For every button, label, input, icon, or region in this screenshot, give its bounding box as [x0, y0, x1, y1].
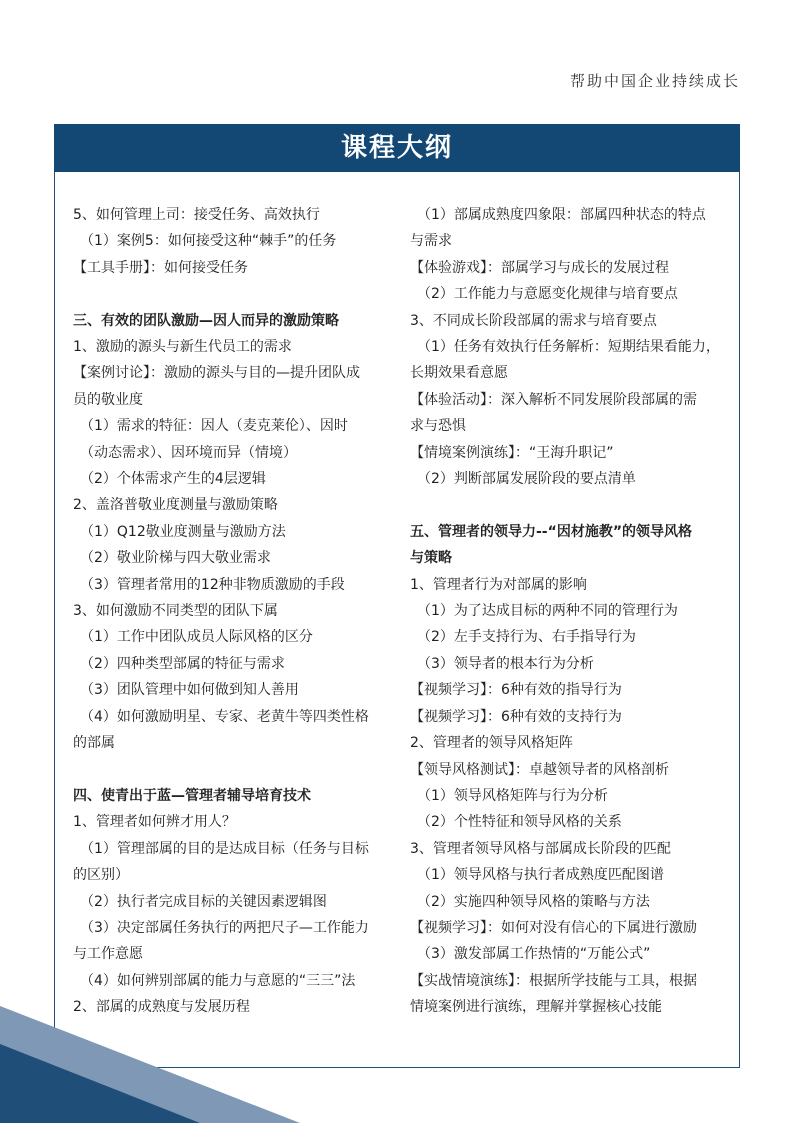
outline-line: [410, 492, 722, 518]
outline-line: （3）团队管理中如何做到知人善用: [80, 682, 299, 699]
outline-line: （3）领导者的根本行为分析: [417, 655, 594, 672]
outline-line: （1）需求的特征：因人（麦克莱伦）、因时: [80, 418, 348, 435]
outline-line: 员的敬业度: [73, 391, 143, 408]
outline-line: （1）管理部属的目的是达成目标（任务与目标: [80, 840, 369, 857]
outline-line: 与工作意愿: [73, 946, 143, 963]
outline-line: 五、管理者的领导力--“因材施教”的领导风格: [410, 523, 693, 540]
header-slogan: 帮助中国企业持续成长: [569, 72, 740, 90]
outline-line: 四、使青出于蓝—管理者辅导培育技术: [73, 787, 311, 804]
outline-line: [73, 281, 387, 307]
outline-line: 【情境案例演练】：“王海升职记”: [410, 444, 614, 461]
outline-line: （3）决定部属任务执行的两把尺子—工作能力: [80, 919, 369, 936]
outline-line: 【体验游戏】：部属学习与成长的发展过程: [410, 259, 669, 276]
outline-line: （4）如何激励明星、专家、老黄牛等四类性格: [80, 708, 369, 725]
outline-line: （3）激发部属工作热情的“万能公式”: [417, 946, 651, 963]
outline-line: （2）四种类型部属的特征与需求: [80, 655, 285, 672]
outline-line: [73, 757, 387, 783]
outline-line: 1、激励的源头与新生代员工的需求: [73, 339, 292, 356]
outline-line: 【工具手册】：如何接受任务: [73, 259, 248, 276]
outline-line: （1）领导风格与执行者成熟度匹配图谱: [417, 867, 664, 884]
outline-line: 与需求: [410, 233, 452, 250]
outline-right-column: [410, 202, 722, 1021]
outline-line: 1、管理者如何辨才用人？: [73, 814, 236, 831]
outline-line: （2）个性特征和领导风格的关系: [417, 814, 622, 831]
outline-line: （动态需求）、因环境而异（情境）: [80, 444, 297, 461]
outline-left-column: [73, 202, 387, 1021]
outline-line: 5、如何管理上司：接受任务、高效执行: [73, 207, 320, 223]
outline-line: （1）任务有效执行任务解析：短期结果看能力，: [417, 339, 720, 356]
outline-line: 与策略: [410, 550, 452, 567]
outline-line: 【领导风格测试】：卓越领导者的风格剖析: [410, 761, 669, 778]
outline-line: 情境案例进行演练，理解并掌握核心技能: [410, 999, 662, 1016]
outline-line: 【视频学习】：如何对没有信心的下属进行激励: [410, 919, 697, 936]
outline-line: （2）判断部属发展阶段的要点清单: [417, 471, 636, 488]
outline-line: 【案例讨论】：激励的源头与目的—提升团队成: [73, 365, 360, 382]
outline-line: 【实战情境演练】：根据所学技能与工具，根据: [410, 972, 697, 989]
outline-line: 三、有效的团队激励—因人而异的激励策略: [73, 312, 339, 329]
outline-line: （3）管理者常用的12种非物质激励的手段: [80, 576, 345, 593]
outline-line: 的部属: [73, 735, 115, 752]
outline-line: 1、管理者行为对部属的影响: [410, 576, 587, 593]
outline-line: （2）个体需求产生的4层逻辑: [80, 471, 266, 488]
outline-line: 2、部属的成熟度与发展历程: [73, 999, 250, 1016]
outline-line: 【视频学习】：6种有效的支持行为: [410, 708, 622, 725]
outline-line: （2）左手支持行为、右手指导行为: [417, 629, 636, 646]
outline-line: 2、管理者的领导风格矩阵: [410, 735, 573, 752]
outline-line: 的区别）: [73, 867, 129, 884]
outline-line: 【体验活动】：深入解析不同发展阶段部属的需: [410, 391, 697, 408]
outline-line: （4）如何辨别部属的能力与意愿的“三三”法: [80, 972, 356, 989]
outline-line: 长期效果看意愿: [410, 365, 508, 382]
outline-line: 3、不同成长阶段部属的需求与培育要点: [410, 312, 657, 329]
outline-line: 【视频学习】：6种有效的指导行为: [410, 682, 622, 699]
outline-line: （1）领导风格矩阵与行为分析: [417, 787, 608, 804]
outline-line: 2、盖洛普敬业度测量与激励策略: [73, 497, 278, 514]
outline-line: （1）为了达成目标的两种不同的管理行为: [417, 603, 678, 620]
outline-line: （1）工作中团队成员人际风格的区分: [80, 629, 313, 646]
outline-line: （2）执行者完成目标的关键因素逻辑图: [80, 893, 327, 910]
outline-line: （2）敬业阶梯与四大敬业需求: [80, 550, 271, 567]
outline-line: 求与恐惧: [410, 418, 466, 435]
outline-line: （2）工作能力与意愿变化规律与培育要点: [417, 286, 678, 303]
outline-line: （1）案例5：如何接受这种“棘手”的任务: [80, 233, 337, 250]
corner-decoration: [0, 1006, 300, 1123]
outline-line: 3、管理者领导风格与部属成长阶段的匹配: [410, 840, 671, 857]
page-title: 课程大纲: [54, 124, 740, 172]
outline-line: 3、如何激励不同类型的团队下属: [73, 603, 278, 620]
outline-line: （1）Q12敬业度测量与激励方法: [80, 523, 286, 540]
outline-line: （1）部属成熟度四象限：部属四种状态的特点: [417, 207, 706, 223]
outline-line: （2）实施四种领导风格的策略与方法: [417, 893, 650, 910]
